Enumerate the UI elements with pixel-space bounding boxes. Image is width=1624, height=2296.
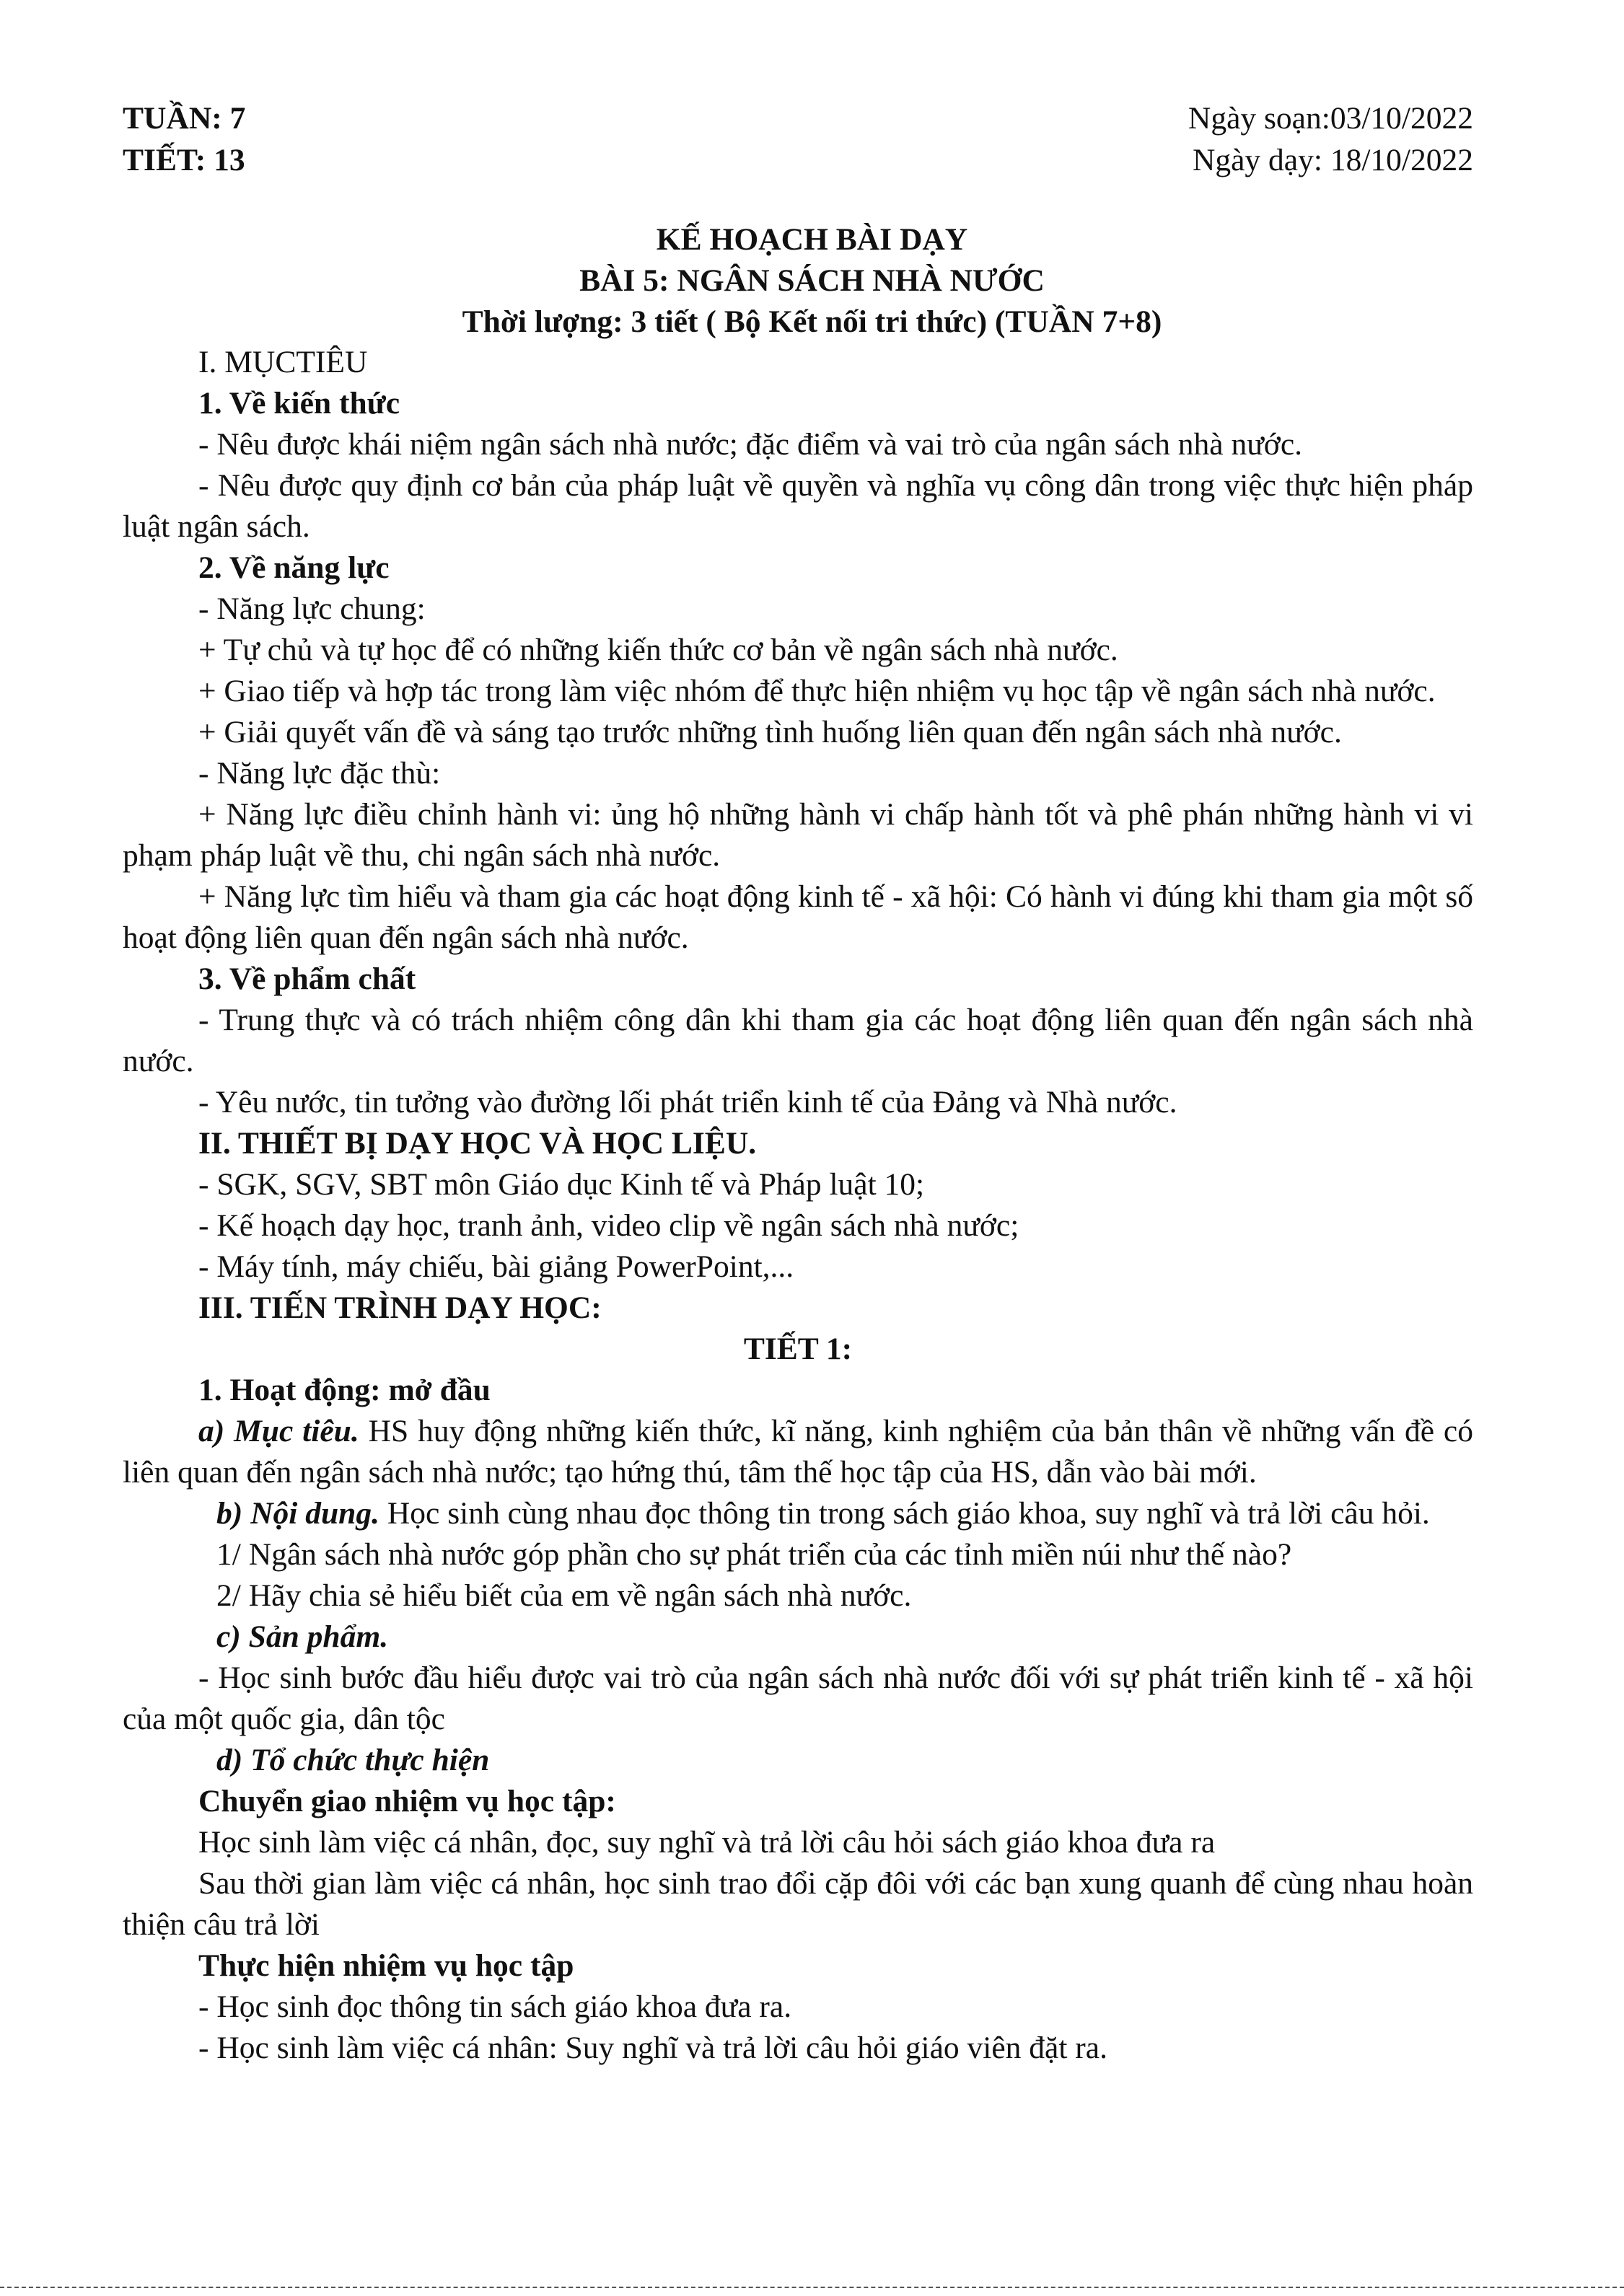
- paragraph: - Học sinh bước đầu hiểu được vai trò của ngân sách nhà nước đối với sự phát triển kinh tế - xã hội của một quốc gia, dân tộc: [123, 1661, 1473, 1736]
- document-body: [123, 342, 1473, 2069]
- section-process-heading: III. TIẾN TRÌNH DẠY HỌC:: [198, 1290, 602, 1325]
- period-heading: TIẾT 1:: [743, 1332, 853, 1366]
- section-equipment-heading: II. THIẾT BỊ DẠY HỌC VÀ HỌC LIỆU.: [198, 1126, 757, 1161]
- subsection-qualities-heading: 3. Về phẩm chất: [198, 962, 416, 996]
- plan-title: KẾ HOẠCH BÀI DẠY: [656, 222, 968, 257]
- objective-text: HS huy động những kiến thức, kĩ năng, kinh nghiệm của bản thân về những vấn đề có liên quan đến ngân sách nhà nước; tạo hứng thú, tâm thế học tập của HS, dẫn vào bài mới.: [123, 1414, 1473, 1490]
- objective-label: a) Mục tiêu.: [198, 1414, 359, 1448]
- product-label: c) Sản phẩm.: [216, 1619, 389, 1654]
- content-label: b) Nội dung.: [216, 1496, 379, 1531]
- paragraph: - Yêu nước, tin tưởng vào đường lối phát triển kinh tế của Đảng và Nhà nước.: [198, 1085, 1177, 1120]
- lesson-title-block: [0, 219, 1624, 343]
- paragraph: Sau thời gian làm việc cá nhân, học sinh trao đổi cặp đôi với các bạn xung quanh để cùng nhau hoàn thiện câu trả lời: [123, 1866, 1473, 1942]
- paragraph: + Tự chủ và tự học để có những kiến thức cơ bản về ngân sách nhà nước.: [198, 633, 1118, 667]
- content-text: Học sinh cùng nhau đọc thông tin trong sách giáo khoa, suy nghĩ và trả lời câu hỏi.: [379, 1496, 1430, 1531]
- section-objectives-heading: I. MỤCTIÊU: [198, 345, 368, 379]
- paragraph: - Nêu được khái niệm ngân sách nhà nước; đặc điểm và vai trò của ngân sách nhà nước.: [198, 427, 1302, 462]
- paragraph: - Năng lực đặc thù:: [198, 756, 441, 791]
- preparation-date: Ngày soạn:03/10/2022: [1188, 101, 1473, 136]
- duration-line: Thời lượng: 3 tiết ( Bộ Kết nối tri thức) (TUẦN 7+8): [462, 304, 1162, 339]
- paragraph: + Năng lực tìm hiểu và tham gia các hoạt động kinh tế - xã hội: Có hành vi đúng khi tham gia một số hoạt động liên quan đến ngân sách nhà nước.: [123, 879, 1473, 955]
- lesson-title: BÀI 5: NGÂN SÁCH NHÀ NƯỚC: [579, 263, 1045, 298]
- subsection-knowledge-heading: 1. Về kiến thức: [198, 386, 400, 421]
- paragraph: Học sinh làm việc cá nhân, đọc, suy nghĩ và trả lời câu hỏi sách giáo khoa đưa ra: [198, 1825, 1216, 1860]
- organization-label: d) Tổ chức thực hiện: [216, 1743, 490, 1777]
- subsection-competence-heading: 2. Về năng lực: [198, 550, 390, 585]
- paragraph: - Nêu được quy định cơ bản của pháp luật về quyền và nghĩa vụ công dân trong việc thực hiện pháp luật ngân sách.: [123, 468, 1473, 544]
- page-bottom-divider: [0, 2287, 1624, 2288]
- question-item: 1/ Ngân sách nhà nước góp phần cho sự phát triển của các tỉnh miền núi như thế nào?: [216, 1537, 1292, 1572]
- paragraph: - Trung thực và có trách nhiệm công dân khi tham gia các hoạt động liên quan đến ngân sách nhà nước.: [123, 1003, 1473, 1078]
- paragraph: + Giải quyết vấn đề và sáng tạo trước những tình huống liên quan đến ngân sách nhà nước.: [198, 715, 1342, 749]
- paragraph: - SGK, SGV, SBT môn Giáo dục Kinh tế và Pháp luật 10;: [198, 1167, 925, 1202]
- paragraph: - Máy tính, máy chiếu, bài giảng PowerPoint,...: [198, 1249, 794, 1284]
- paragraph: + Năng lực điều chỉnh hành vi: ủng hộ những hành vi chấp hành tốt và phê phán những hành vi vi phạm pháp luật về thu, chi ngân sách nhà nước.: [123, 797, 1473, 873]
- activity-heading: 1. Hoạt động: mở đầu: [198, 1373, 491, 1407]
- teaching-date: Ngày dạy: 18/10/2022: [1192, 143, 1473, 177]
- document-header: [123, 98, 1473, 182]
- task-execution-heading: Thực hiện nhiệm vụ học tập: [198, 1948, 574, 1983]
- period-label: TIẾT: 13: [123, 143, 245, 177]
- week-label: TUẦN: 7: [123, 101, 246, 136]
- task-assignment-heading: Chuyển giao nhiệm vụ học tập:: [198, 1784, 616, 1818]
- paragraph: - Học sinh làm việc cá nhân: Suy nghĩ và trả lời câu hỏi giáo viên đặt ra.: [198, 2031, 1107, 2065]
- paragraph: - Học sinh đọc thông tin sách giáo khoa đưa ra.: [198, 1989, 792, 2024]
- content-paragraph: [123, 1493, 1473, 1534]
- paragraph: - Năng lực chung:: [198, 591, 426, 626]
- question-item: 2/ Hãy chia sẻ hiểu biết của em về ngân sách nhà nước.: [216, 1578, 912, 1613]
- paragraph: + Giao tiếp và hợp tác trong làm việc nhóm để thực hiện nhiệm vụ học tập về ngân sách nhà nước.: [198, 674, 1436, 708]
- paragraph: - Kế hoạch dạy học, tranh ảnh, video clip về ngân sách nhà nước;: [198, 1208, 1019, 1243]
- objective-paragraph: [123, 1411, 1473, 1493]
